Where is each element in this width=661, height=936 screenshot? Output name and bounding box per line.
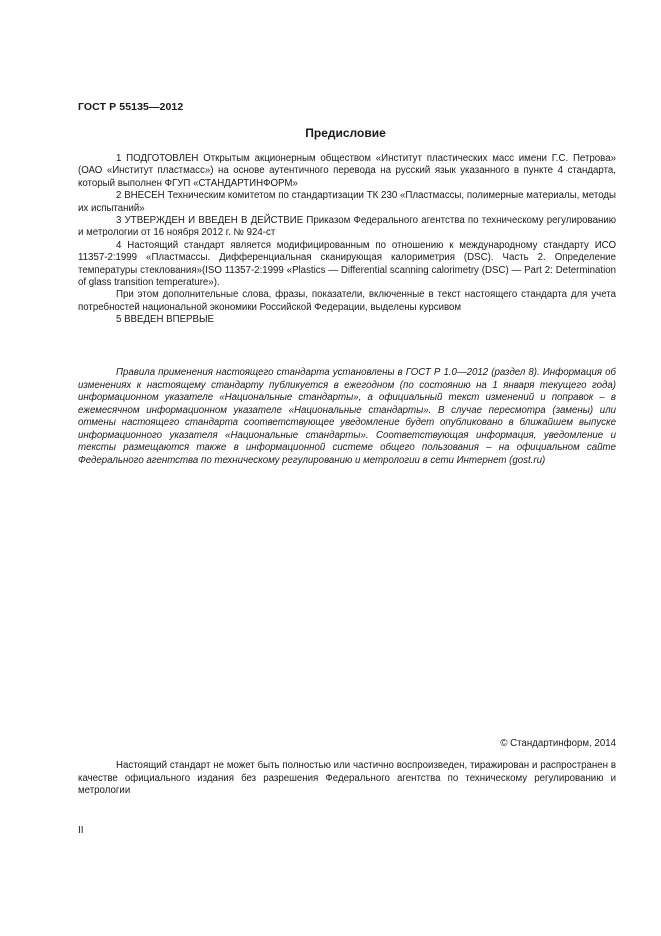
page-number: II xyxy=(78,825,84,836)
foreword-title: Предисловие xyxy=(305,126,386,140)
foreword-paragraph-first-introduced: 5 ВВЕДЕН ВПЕРВЫЕ xyxy=(116,314,215,326)
foreword-paragraph-italics-note: При этом дополнительные слова, фразы, показатели, включенные в текст настоящего стандарта для учета потребностей национальной экономики Российской Федерации, выделены курсивом xyxy=(78,289,616,313)
foreword-paragraph-prepared: 1 ПОДГОТОВЛЕН Открытым акционерным обществом «Институт пластических масс имени Г.С. Петрова» (ОАО «Институт пластмасс») на основе аутентичного перевода на русский язык указанного в пункте 4 стандарта, который выполнен ФГУП «СТАНДАРТИНФОРМ» xyxy=(78,153,616,189)
foreword-paragraph-approved: 3 УТВЕРЖДЕН И ВВЕДЕН В ДЕЙСТВИЕ Приказом Федерального агентства по техническому регулированию и метрологии от 16 ноября 2012 г. № 924-ст xyxy=(78,215,616,239)
rules-notice xyxy=(78,367,616,467)
foreword-body xyxy=(78,153,616,327)
copyright-notice: © Стандартинформ, 2014 xyxy=(500,738,616,749)
foreword-paragraph-introduced: 2 ВНЕСЕН Техническим комитетом по стандартизации ТК 230 «Пластмассы, полимерные материалы, методы их испытаний» xyxy=(78,190,616,214)
reproduction-notice-text: Настоящий стандарт не может быть полностью или частично воспроизведен, тиражирован и распространен в качестве официального издания без разрешения Федерального агентства по техническому регулированию и метрологии xyxy=(78,760,616,796)
standard-code-header: ГОСТ Р 55135—2012 xyxy=(78,101,184,113)
rules-notice-text: Правила применения настоящего стандарта установлены в ГОСТ Р 1.0—2012 (раздел 8). Информация об изменениях к настоящему стандарту публикуется в ежегодном (по состоянию на 1 января текущего года) информационном указателе «Национальные стандарты», а официальный текст изменений и поправок – в ежемесячном информационном указателе «Национальные стандарты». В случае пересмотра (замены) или отмены настоящего стандарта соответствующее уведомление будет опубликовано в ближайшем выпуске информационного указателя «Национальные стандарты». Соответствующая информация, уведомление и тексты размещаются также в информационной системе общего пользования – на официальном сайте Федерального агентства по техническому регулированию и метрологии в сети Интернет (gost.ru) xyxy=(78,367,616,466)
foreword-paragraph-modified: 4 Настоящий стандарт является модифицированным по отношению к международному стандарту ИСО 11357-2:1999 «Пластмассы. Дифференциальная сканирующая калориметрия (DSC). Часть 2. Определение температуры стеклования»(ISO 11357-2:1999 «Plastics — Differential scanning calorimetry (DSC) — Part 2: Determination of glass transition temperature»). xyxy=(78,239,616,289)
reproduction-notice xyxy=(78,760,616,798)
